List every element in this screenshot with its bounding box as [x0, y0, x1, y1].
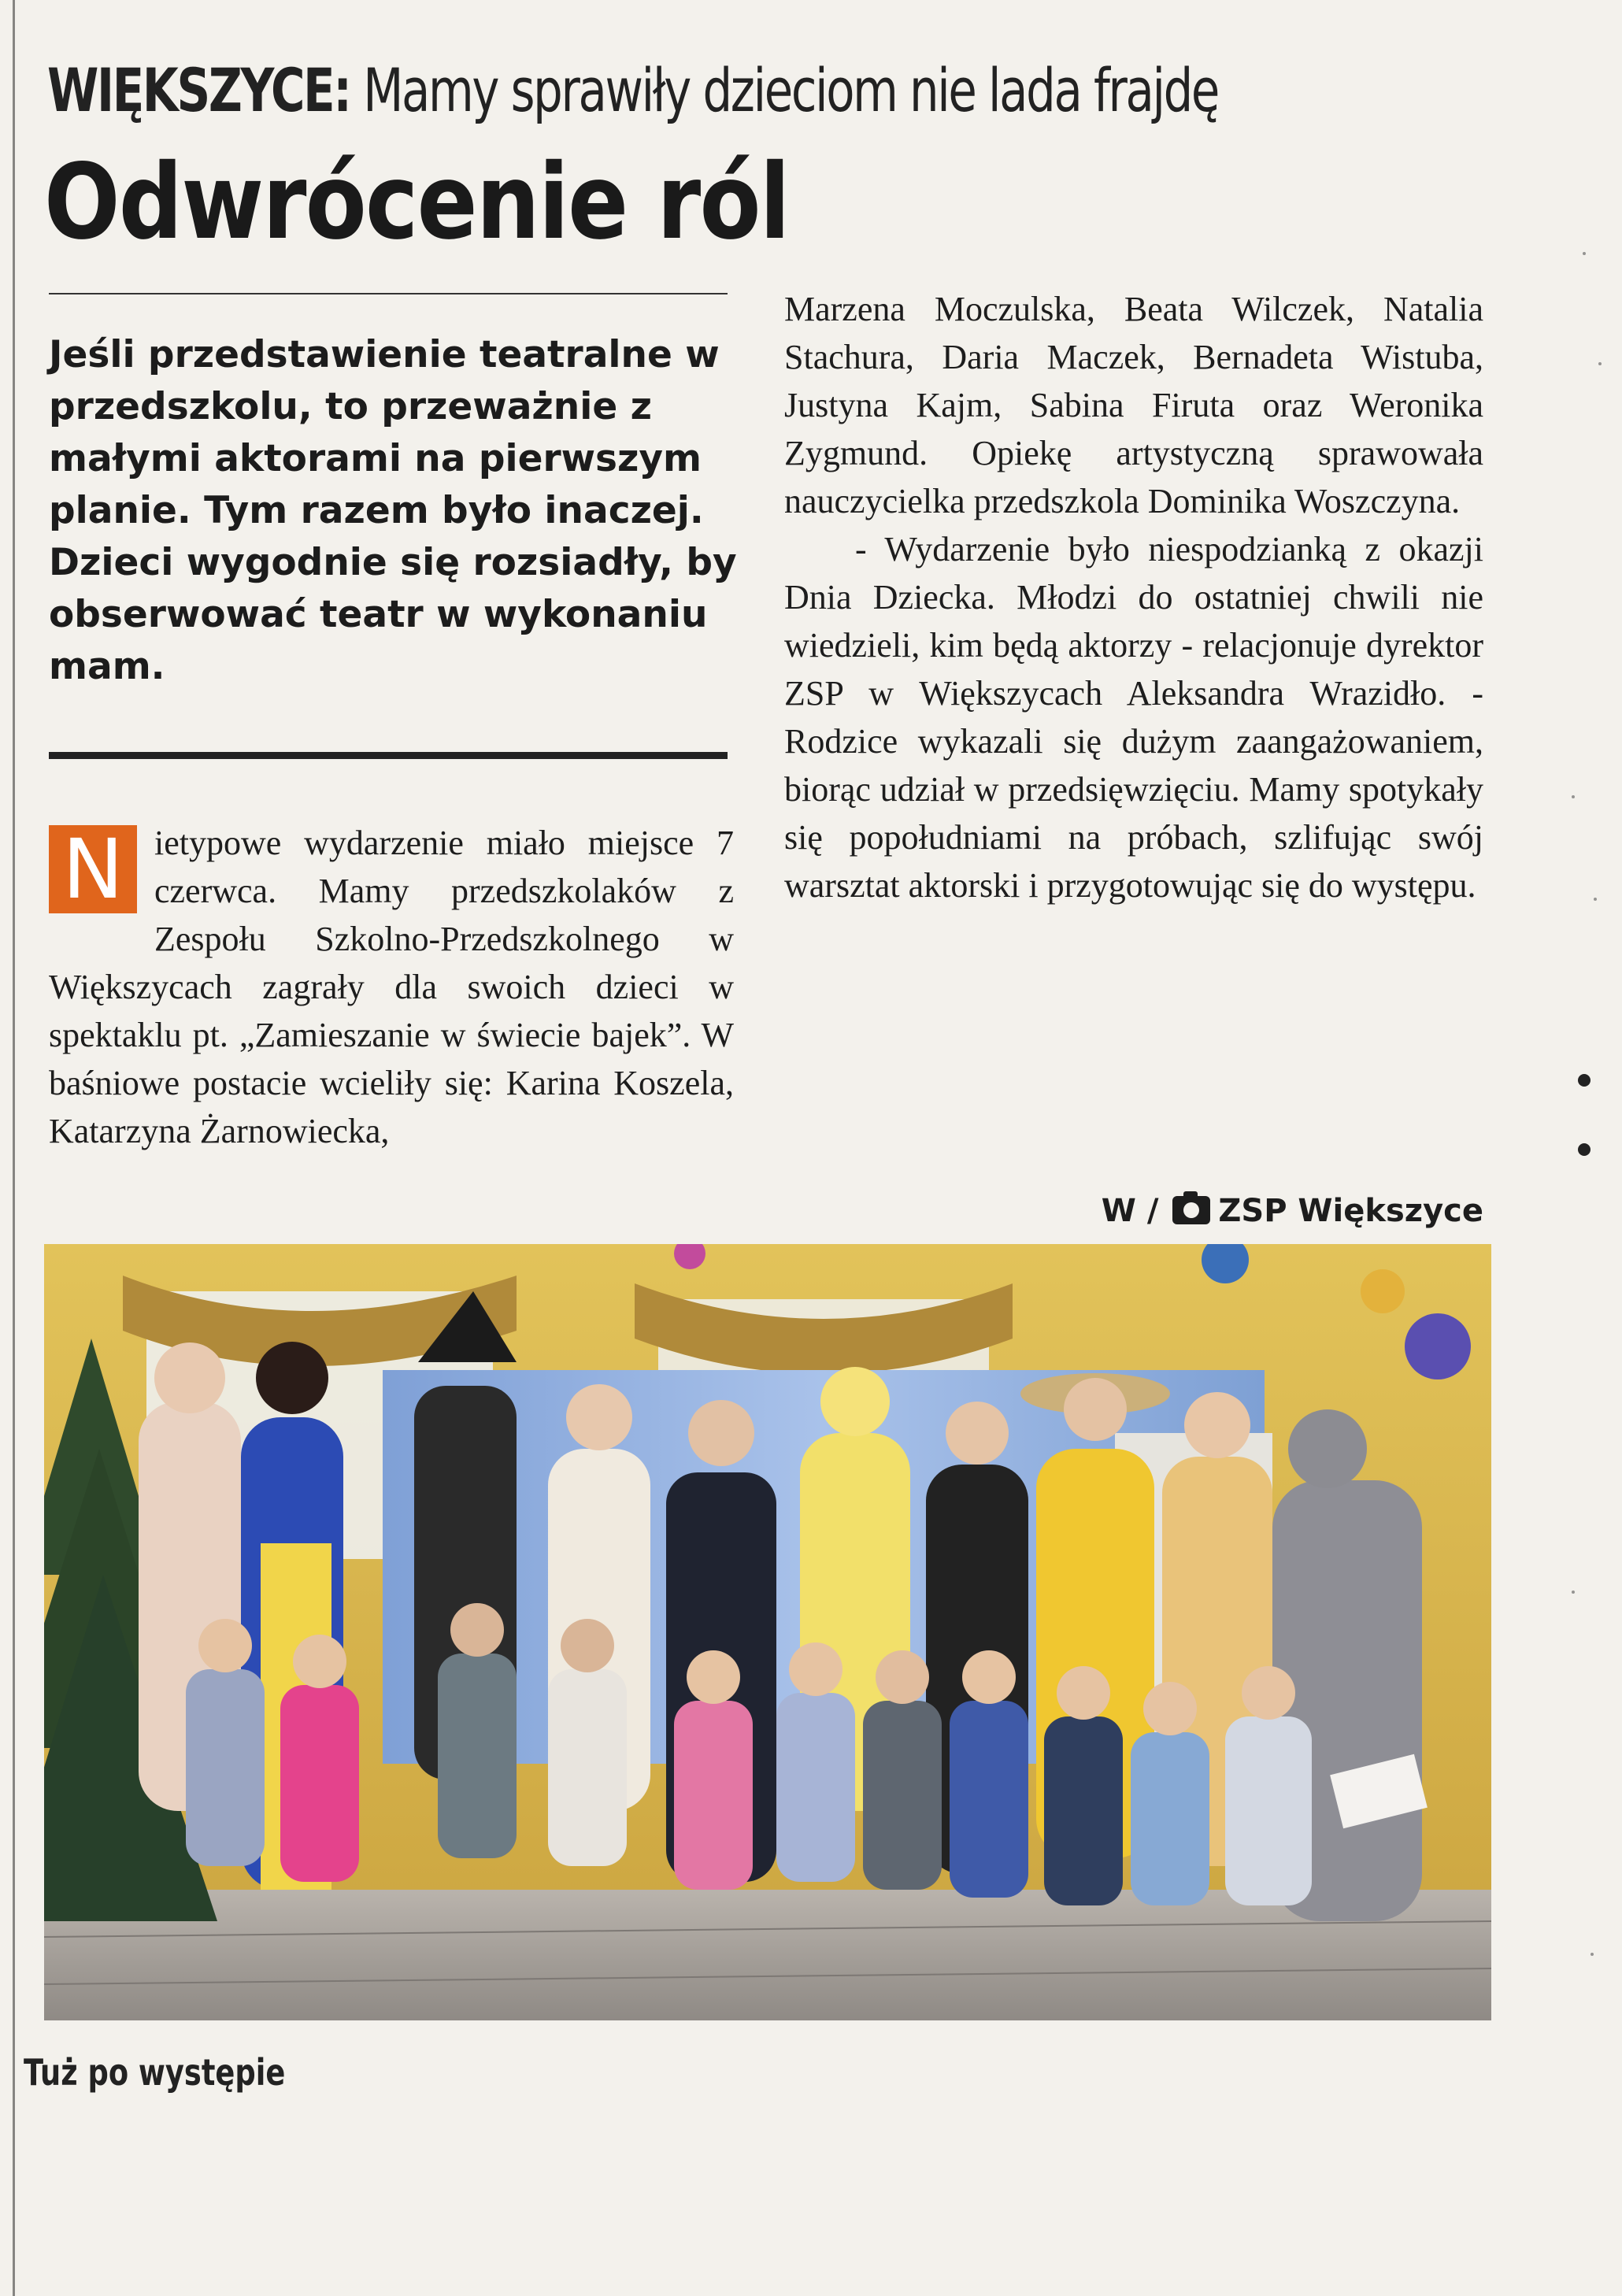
- margin-dot-1: [1578, 1074, 1591, 1087]
- camera-icon: [1172, 1196, 1210, 1224]
- article-kicker: [47, 55, 1219, 125]
- photo-illustration: [44, 1244, 1491, 2020]
- photo-credit: [1055, 1193, 1483, 1229]
- article-column-left: [49, 819, 734, 1155]
- article-column-right: [784, 285, 1483, 909]
- paper-speck: [1594, 898, 1597, 901]
- credit-author: W /: [1101, 1193, 1159, 1229]
- kicker-text: Mamy sprawiły dzieciom nie lada frajdę: [363, 55, 1219, 125]
- left-column-text: ietypowe wydarzenie miało miejsce 7 czerwca. Mamy przedszkolaków z Zespołu Szkolno-Przedszkolnego w Większycach zagrały dla swoich dzieci w spektaklu pt. „Zamieszanie w świecie bajek”. W baśniowe postacie wcieliły się: Karina Koszela, Katarzyna Żarnowiecka,: [49, 824, 734, 1150]
- lead-bottom-rule: [49, 752, 728, 759]
- photo-caption: Tuż po występie: [24, 2051, 286, 2094]
- credit-source: ZSP Większyce: [1218, 1193, 1483, 1229]
- paper-speck: [1572, 795, 1575, 798]
- page-margin-line: [13, 0, 15, 2296]
- paper-speck: [1591, 1953, 1594, 1956]
- paper-speck: [1572, 1591, 1575, 1594]
- dropcap: N: [49, 825, 137, 913]
- right-paragraph-2: - Wydarzenie było niespodzianką z okazji Dnia Dziecka. Młodzi do ostatniej chwili nie wiedzieli, kim będą aktorzy - relacjonuje dyrektor ZSP w Większycach Aleksandra Wrazidło. - Rodzice wykazali się dużym zaangażowaniem, biorąc udział w przedsięwzięciu. Mamy spotykały się popołudniami na próbach, szlifując swój warsztat aktorski i przygotowując się do występu.: [784, 530, 1483, 905]
- paper-speck: [1598, 362, 1602, 365]
- paper-speck: [1583, 252, 1586, 255]
- right-paragraph-1: Marzena Moczulska, Beata Wilczek, Natalia Stachura, Daria Maczek, Bernadeta Wistuba, Justyna Kajm, Sabina Firuta oraz Weronika Zygmund. Opiekę artystyczną sprawowała nauczycielka przedszkola Dominika Woszczyna.: [784, 290, 1483, 520]
- article-headline: Odwrócenie ról: [44, 142, 789, 263]
- kicker-place: WIĘKSZYCE:: [47, 55, 350, 125]
- article-photo: [44, 1244, 1491, 2020]
- article-lead: Jeśli przedstawienie teatralne w przedszkolu, to przeważnie z małymi aktorami na pierwszym planie. Tym razem było inaczej. Dzieci wygodnie się rozsiadły, by obserwować teatr w wykonaniu mam.: [49, 333, 737, 688]
- lead-top-rule: [49, 293, 728, 294]
- margin-dot-2: [1578, 1143, 1591, 1156]
